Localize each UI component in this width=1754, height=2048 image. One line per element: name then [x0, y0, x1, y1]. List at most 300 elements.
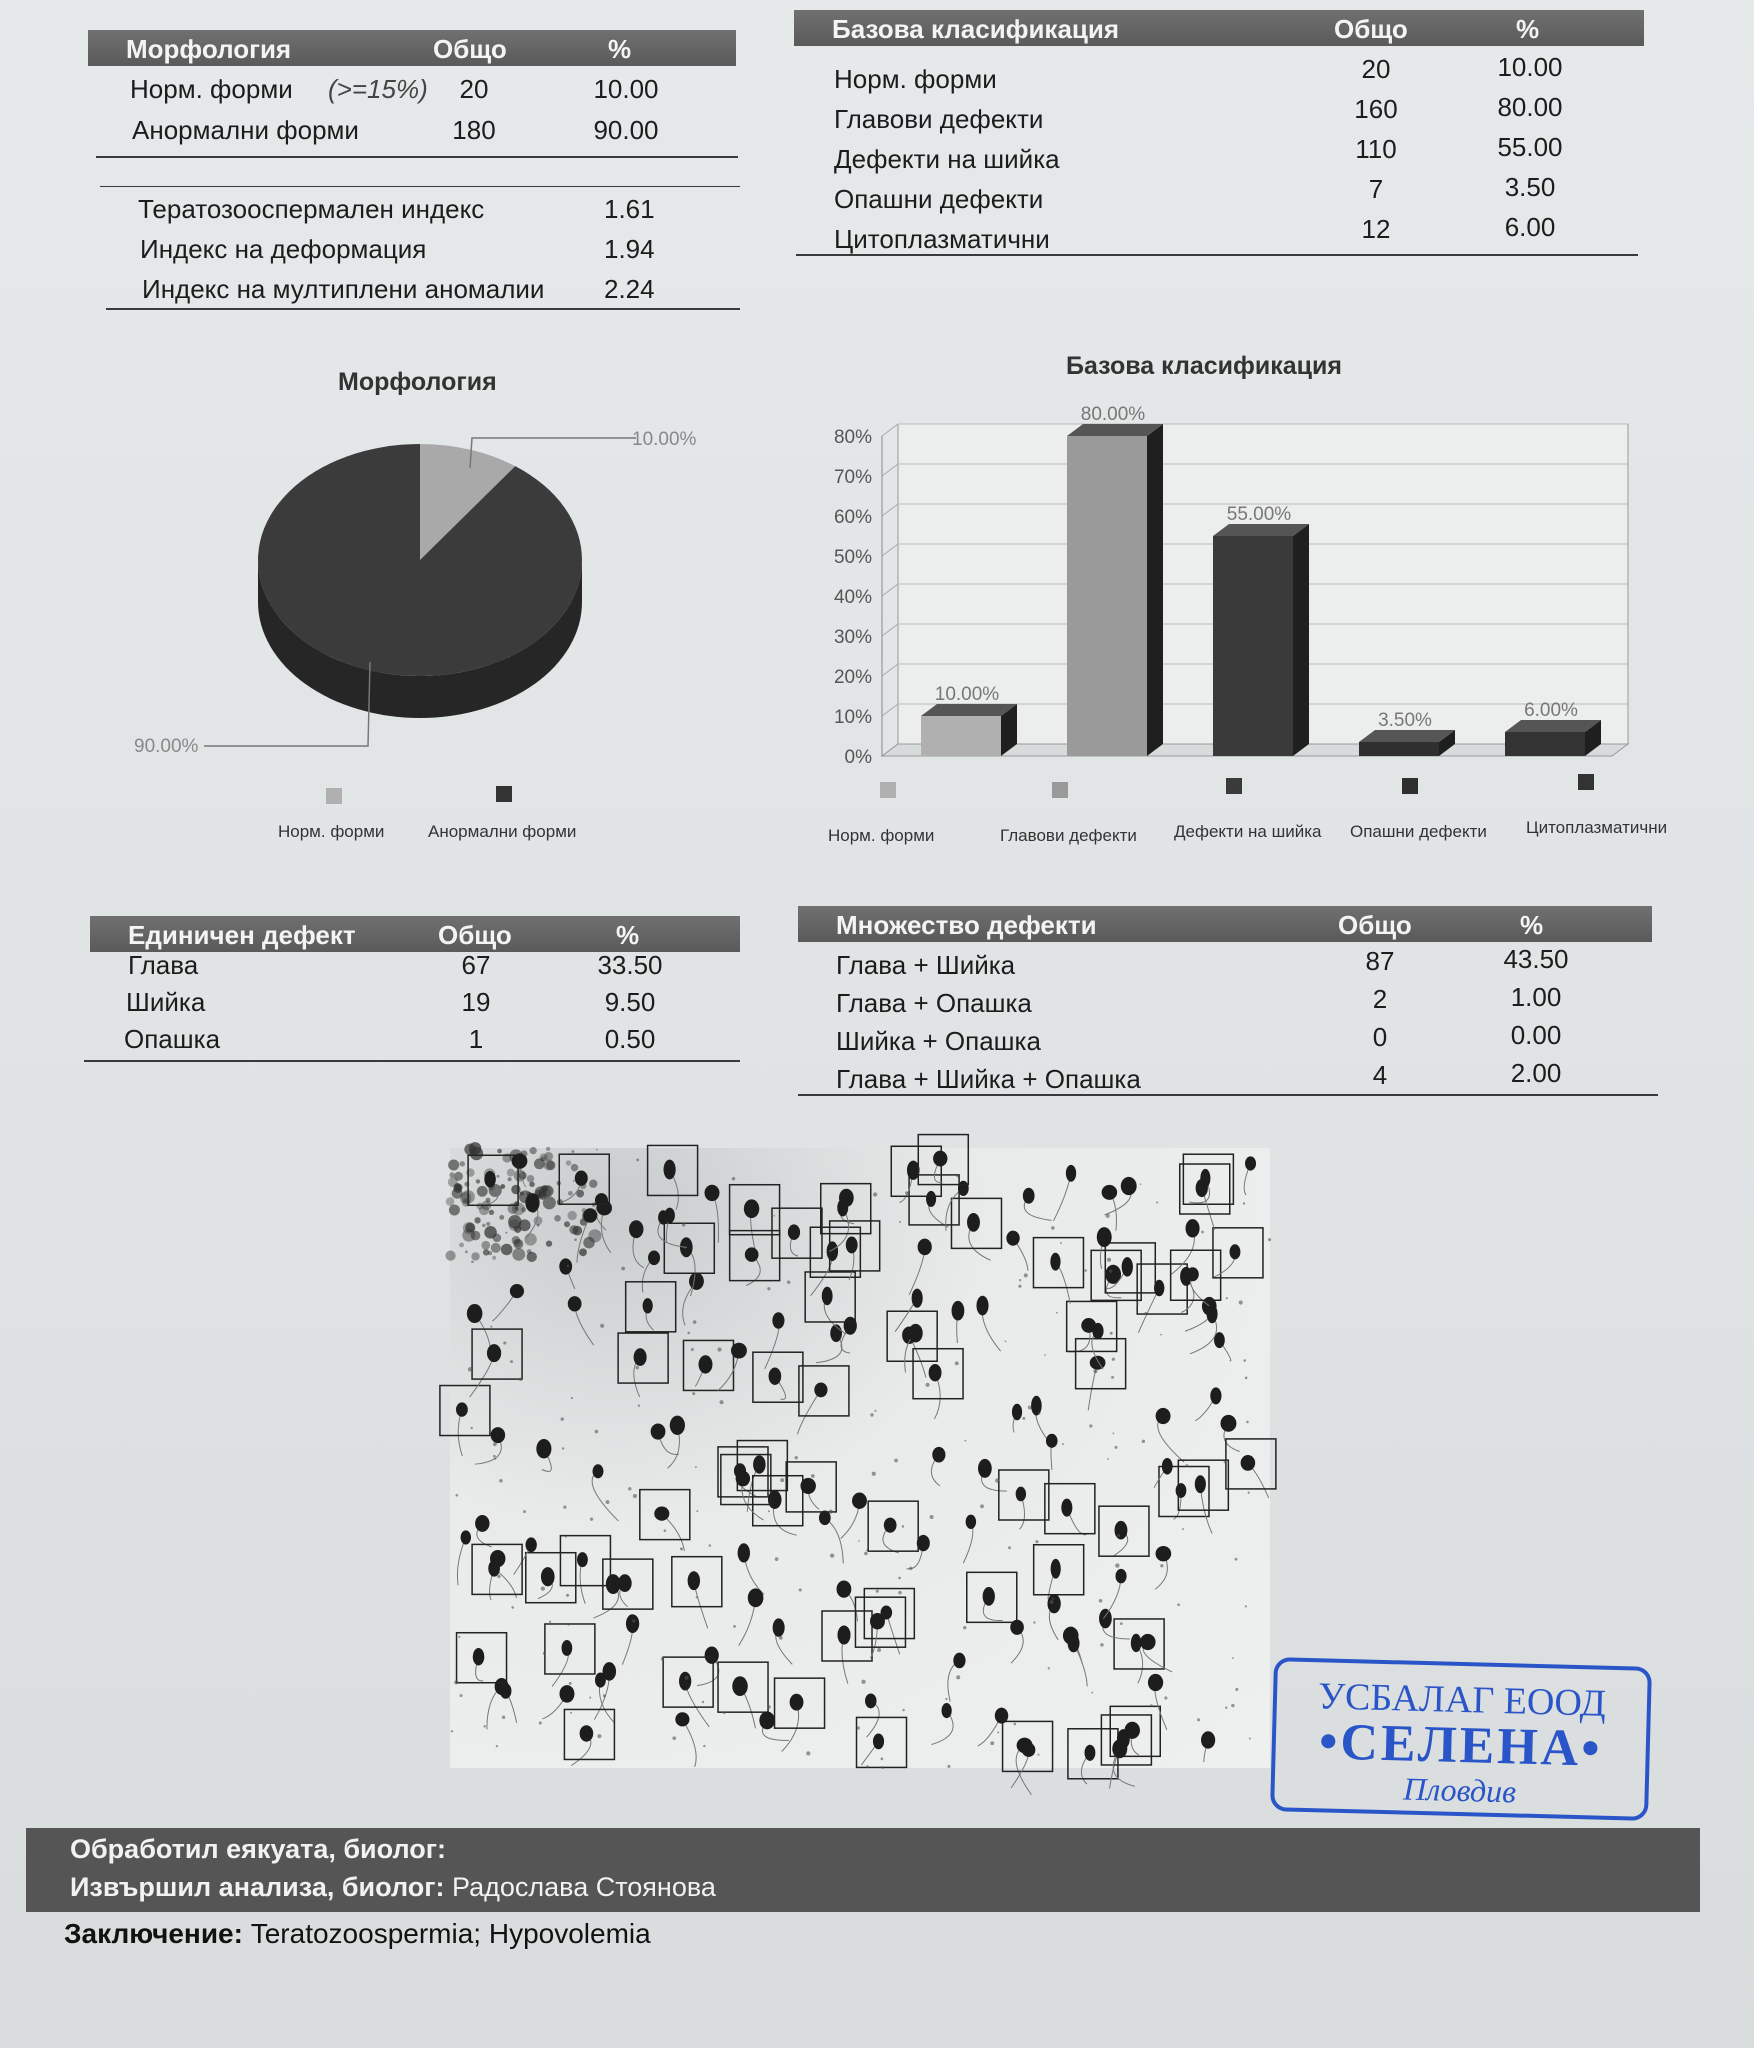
index-label: Тератозооспермален индекс	[138, 194, 485, 224]
sperm-head	[670, 1416, 685, 1435]
speck	[876, 1590, 879, 1593]
speck	[1145, 1312, 1148, 1315]
speck	[1136, 1303, 1138, 1305]
speck	[1160, 1564, 1163, 1567]
speck	[672, 1736, 676, 1740]
speck	[541, 1586, 545, 1590]
sperm-head	[768, 1490, 782, 1509]
sperm-head	[583, 1208, 597, 1223]
speck	[632, 1619, 635, 1622]
speck	[902, 1709, 904, 1711]
sperm-head	[788, 1224, 800, 1240]
table-row	[794, 212, 1644, 262]
row-note: (>=15%)	[328, 74, 428, 104]
row-label: Дефекти на шийка	[834, 144, 1060, 174]
stamp-line-1: УСБАЛАГ ЕООД	[1317, 1675, 1607, 1725]
debris	[471, 1231, 481, 1241]
legend-label-abnormal: Анормални форми	[428, 822, 577, 841]
speck	[1111, 1376, 1114, 1379]
sperm-head	[1176, 1483, 1187, 1498]
debris	[449, 1172, 454, 1177]
sperm-head	[568, 1296, 582, 1311]
speck	[566, 1594, 569, 1597]
bar-legend-swatch-4	[1578, 774, 1594, 790]
table-row	[104, 234, 744, 272]
header-pct: %	[1520, 910, 1544, 940]
sperm-head	[800, 1478, 815, 1494]
speck	[1150, 1704, 1153, 1707]
speck	[1050, 1600, 1054, 1604]
speck	[723, 1711, 726, 1714]
sperm-head	[1022, 1743, 1036, 1757]
speck	[898, 1577, 901, 1580]
bar-top-1	[1067, 424, 1163, 436]
speck	[633, 1494, 637, 1498]
sperm-head	[837, 1580, 852, 1597]
speck	[503, 1342, 506, 1345]
sperm-head	[983, 1587, 995, 1606]
speck	[606, 1500, 610, 1504]
speck	[490, 1326, 492, 1328]
table-row	[798, 1058, 1652, 1102]
row-pct: 43.50	[1503, 944, 1569, 974]
speck	[1156, 1201, 1158, 1203]
speck	[691, 1348, 694, 1351]
sperm-head	[827, 1241, 838, 1261]
speck	[502, 1716, 505, 1719]
index-label: Индекс на деформация	[140, 234, 427, 264]
speck	[510, 1360, 513, 1363]
sperm-head	[484, 1171, 495, 1188]
speck	[1243, 1202, 1245, 1204]
row-label: Анормални форми	[132, 115, 359, 145]
speck	[909, 1567, 912, 1570]
speck	[881, 1766, 884, 1769]
debris	[508, 1219, 520, 1231]
bar-legend-label-1: Главови дефекти	[1000, 826, 1137, 845]
sperm-head	[491, 1427, 506, 1443]
sperm-head	[1090, 1356, 1106, 1370]
row-pct: 33.50	[597, 950, 663, 980]
debris	[476, 1179, 480, 1183]
sperm-head	[967, 1213, 980, 1232]
sperm-head	[819, 1510, 831, 1525]
sperm-head	[593, 1464, 604, 1478]
speck	[696, 1510, 698, 1512]
speck	[499, 1479, 503, 1483]
speck	[1248, 1492, 1250, 1494]
sperm-head	[942, 1703, 952, 1718]
speck	[483, 1725, 485, 1727]
sperm-head	[500, 1683, 512, 1699]
sperm-head	[753, 1455, 765, 1473]
speck	[595, 1430, 599, 1434]
speck	[1093, 1369, 1097, 1373]
sperm-head	[966, 1515, 976, 1529]
sperm-head	[908, 1324, 922, 1343]
sperm-head	[461, 1530, 471, 1544]
header-total: Общо	[1334, 14, 1408, 44]
table-row	[90, 950, 740, 988]
sperm-head	[1006, 1231, 1019, 1246]
sperm-head	[995, 1708, 1008, 1724]
speck	[1245, 1377, 1248, 1380]
sperm-head	[745, 1247, 759, 1262]
sperm-tail	[457, 1537, 465, 1585]
sperm-head	[1115, 1521, 1128, 1540]
speck	[1112, 1358, 1115, 1361]
sperm-head	[759, 1711, 775, 1729]
sperm-head	[1162, 1458, 1173, 1475]
divider	[796, 254, 1638, 256]
sperm-head	[738, 1543, 750, 1562]
sperm-head	[744, 1199, 759, 1218]
row-total: 180	[452, 115, 496, 145]
debris	[477, 1186, 488, 1197]
speck	[990, 1741, 994, 1745]
sperm-head	[884, 1518, 897, 1533]
debris	[530, 1147, 537, 1154]
sperm-head	[929, 1364, 942, 1382]
sperm-head	[1201, 1731, 1215, 1748]
speck	[471, 1427, 473, 1429]
stamp-line-3: Пловдив	[1402, 1770, 1517, 1810]
sperm-tail	[825, 1518, 843, 1564]
speck	[702, 1701, 704, 1703]
sperm-head	[473, 1648, 485, 1665]
sperm-head	[865, 1693, 876, 1708]
row-total: 20	[459, 74, 489, 104]
speck	[829, 1509, 833, 1513]
speck	[684, 1247, 686, 1249]
speck	[1245, 1605, 1247, 1607]
sperm-head	[870, 1613, 885, 1630]
speck	[1177, 1603, 1180, 1606]
stamp-line-2: •СЕЛЕНА•	[1318, 1713, 1604, 1778]
speck	[964, 1440, 966, 1442]
clinic-stamp	[1270, 1657, 1652, 1821]
speck	[573, 1180, 575, 1182]
y-tick-label: 20%	[833, 667, 872, 688]
row-total: 110	[1355, 134, 1397, 164]
y-tick-label: 60%	[833, 507, 872, 528]
grid-diag	[882, 584, 898, 596]
sperm-head	[814, 1382, 827, 1397]
sperm-head	[1186, 1267, 1198, 1281]
row-total: 1	[468, 1024, 484, 1054]
y-tick-label: 0%	[844, 747, 872, 768]
speck	[1226, 1297, 1228, 1299]
speck	[661, 1657, 664, 1660]
sperm-head	[651, 1424, 666, 1440]
debris	[572, 1226, 582, 1236]
speck	[1107, 1258, 1111, 1262]
speck	[1028, 1406, 1032, 1410]
row-label: Норм. форми	[834, 64, 997, 94]
speck	[680, 1547, 683, 1550]
row-pct: 3.50	[1504, 172, 1556, 202]
speck	[1231, 1704, 1234, 1707]
speck	[1197, 1718, 1200, 1721]
sperm-head	[487, 1344, 501, 1362]
speck	[1182, 1528, 1184, 1530]
debris	[514, 1206, 518, 1210]
speck	[1109, 1269, 1112, 1272]
sperm-head	[577, 1552, 588, 1567]
speck	[1099, 1599, 1103, 1603]
speck	[1035, 1540, 1038, 1543]
sperm-head	[1131, 1634, 1142, 1652]
speck	[596, 1149, 598, 1151]
grid-diag	[882, 504, 898, 516]
speck	[1142, 1440, 1145, 1443]
debris	[546, 1147, 550, 1151]
bar-1	[1067, 436, 1147, 756]
speck	[956, 1175, 958, 1177]
speck	[1268, 1238, 1271, 1241]
sperm-head	[1016, 1487, 1026, 1502]
grid-diag	[882, 544, 898, 556]
header-name: Единичен дефект	[128, 920, 356, 950]
speck	[455, 1494, 458, 1497]
debris	[449, 1204, 460, 1215]
sperm-head	[912, 1289, 923, 1308]
speck	[1052, 1598, 1054, 1600]
row-total: 160	[1354, 94, 1398, 124]
speck	[636, 1158, 639, 1161]
speck	[494, 1458, 496, 1460]
speck	[696, 1596, 698, 1598]
sperm-head	[643, 1298, 653, 1313]
base-classification-table	[794, 10, 1644, 260]
sperm-head	[790, 1694, 804, 1711]
speck	[523, 1510, 526, 1513]
speck	[902, 1525, 905, 1528]
sperm-head	[1066, 1165, 1076, 1182]
sperm-head	[918, 1239, 932, 1256]
debris	[489, 1210, 494, 1215]
y-tick-label: 80%	[833, 427, 872, 448]
debris	[507, 1169, 515, 1177]
sperm-head	[679, 1672, 691, 1691]
speck	[471, 1260, 474, 1263]
debris	[527, 1175, 534, 1182]
speck	[894, 1459, 898, 1463]
debris	[493, 1234, 502, 1243]
speck	[963, 1626, 966, 1629]
sperm-head	[698, 1355, 712, 1373]
speck	[1100, 1643, 1104, 1647]
bar-data-label-0: 10.00%	[934, 684, 1000, 705]
debris	[527, 1249, 532, 1254]
row-label: Главови дефекти	[834, 104, 1044, 134]
speck	[1110, 1332, 1113, 1335]
speck	[511, 1606, 514, 1609]
speck	[496, 1175, 499, 1178]
speck	[899, 1221, 901, 1223]
row-total: 67	[461, 950, 491, 980]
sperm-head	[467, 1304, 483, 1323]
debris	[492, 1256, 496, 1260]
sperm-head	[1220, 1415, 1236, 1432]
debris	[579, 1248, 587, 1256]
pie-chart	[120, 400, 697, 780]
sperm-head	[1092, 1323, 1103, 1339]
speck	[505, 1232, 507, 1234]
debris	[474, 1217, 480, 1223]
speck	[589, 1697, 591, 1699]
bar-legend-label-4: Цитоплазматични	[1526, 818, 1668, 837]
speck	[685, 1676, 689, 1680]
speck	[799, 1588, 802, 1591]
row-total: 2	[1372, 984, 1388, 1014]
speck	[567, 1265, 569, 1267]
speck	[881, 1757, 884, 1760]
sperm-tail	[797, 1390, 820, 1434]
speck	[695, 1466, 697, 1468]
debris	[471, 1252, 479, 1260]
speck	[571, 1397, 573, 1399]
speck	[1140, 1183, 1142, 1185]
sperm-head	[769, 1367, 782, 1384]
speck	[1014, 1723, 1017, 1726]
grid-diag	[882, 664, 898, 676]
index-value: 1.94	[604, 234, 655, 264]
speck	[486, 1222, 490, 1226]
row-total: 20	[1361, 54, 1391, 84]
sperm-head	[926, 1191, 936, 1207]
header-name: Морфология	[126, 34, 292, 64]
analysis-value: Радослава Стоянова	[452, 1872, 716, 1902]
sperm-head	[1230, 1244, 1241, 1259]
speck	[955, 1361, 959, 1365]
debris	[508, 1177, 512, 1181]
debris	[524, 1233, 536, 1245]
speck	[543, 1652, 546, 1655]
speck	[703, 1745, 705, 1747]
header-pct: %	[1516, 14, 1540, 44]
table-row	[104, 194, 744, 232]
sperm-head	[536, 1439, 551, 1458]
speck	[1164, 1696, 1167, 1699]
sperm-head	[1196, 1179, 1208, 1197]
bar-4	[1505, 732, 1585, 756]
sperm-head	[488, 1560, 500, 1577]
sperm-head	[873, 1733, 884, 1749]
debris	[459, 1243, 464, 1248]
divider	[798, 1094, 1658, 1096]
speck	[980, 1504, 984, 1508]
row-total: 12	[1361, 214, 1391, 244]
sperm-head	[748, 1588, 764, 1607]
debris	[566, 1160, 572, 1166]
speck	[1243, 1359, 1246, 1362]
speck	[905, 1191, 908, 1194]
speck	[956, 1675, 960, 1679]
row-label: Шийка + Опашка	[836, 1026, 1041, 1056]
speck	[767, 1705, 771, 1709]
speck	[687, 1332, 690, 1335]
legend-swatch-abnormal	[496, 786, 512, 802]
bar-legend-swatch-2	[1226, 778, 1242, 794]
speck	[451, 1730, 453, 1732]
speck	[945, 1698, 947, 1700]
speck	[692, 1392, 695, 1395]
sperm-head	[1097, 1227, 1112, 1247]
sperm-head	[933, 1151, 947, 1167]
bar-legend-label-0: Норм. форми	[828, 826, 935, 845]
bar-3	[1359, 742, 1439, 756]
sperm-head	[559, 1685, 574, 1703]
speck	[549, 1621, 551, 1623]
bar-data-label-4: 6.00%	[1524, 700, 1578, 721]
y-tick-label: 40%	[833, 587, 872, 608]
speck	[1112, 1433, 1114, 1435]
y-tick-label: 30%	[833, 627, 872, 648]
speck	[562, 1447, 564, 1449]
sperm-head	[976, 1296, 988, 1316]
speck	[597, 1734, 601, 1738]
speck	[1091, 1692, 1093, 1694]
debris	[511, 1185, 520, 1194]
analysis-label: Извършил анализа, биолог:	[70, 1872, 445, 1902]
bar-chart	[800, 396, 1680, 816]
sperm-head	[1186, 1219, 1200, 1237]
sperm-head	[525, 1193, 539, 1212]
speck	[795, 1456, 798, 1459]
sperm-head	[705, 1185, 720, 1201]
speck	[1037, 1754, 1039, 1756]
speck	[866, 1765, 869, 1768]
grid-diag	[882, 424, 898, 436]
row-label: Глава + Опашка	[836, 988, 1032, 1018]
debris	[486, 1198, 491, 1203]
sperm-head	[958, 1181, 969, 1196]
bar-0	[921, 716, 1001, 756]
sperm-head	[1010, 1620, 1024, 1635]
debris	[454, 1172, 463, 1181]
speck	[1117, 1534, 1120, 1537]
sperm-head	[1112, 1739, 1127, 1758]
sperm-head	[846, 1237, 858, 1254]
debris	[497, 1149, 502, 1154]
debris	[554, 1215, 561, 1222]
speck	[997, 1731, 999, 1733]
sperm-head	[732, 1676, 748, 1696]
speck	[571, 1150, 574, 1153]
sperm-head	[541, 1567, 555, 1586]
sperm-head	[1099, 1609, 1112, 1629]
speck	[493, 1455, 496, 1458]
debris	[546, 1241, 552, 1247]
debris	[571, 1164, 578, 1171]
sperm-head	[689, 1273, 704, 1290]
row-pct: 6.00	[1504, 212, 1556, 242]
sperm-head	[1210, 1387, 1221, 1404]
divider	[100, 186, 740, 187]
sperm-head	[664, 1208, 674, 1223]
speck	[1044, 1354, 1046, 1356]
bar-data-label-3: 3.50%	[1378, 710, 1432, 731]
speck	[636, 1366, 639, 1369]
speck	[1022, 1417, 1025, 1420]
debris	[460, 1192, 472, 1204]
speck	[1235, 1558, 1238, 1561]
conclusion	[64, 1918, 651, 1950]
speck	[857, 1726, 860, 1729]
processed-line	[70, 1834, 446, 1865]
debris	[513, 1239, 521, 1247]
